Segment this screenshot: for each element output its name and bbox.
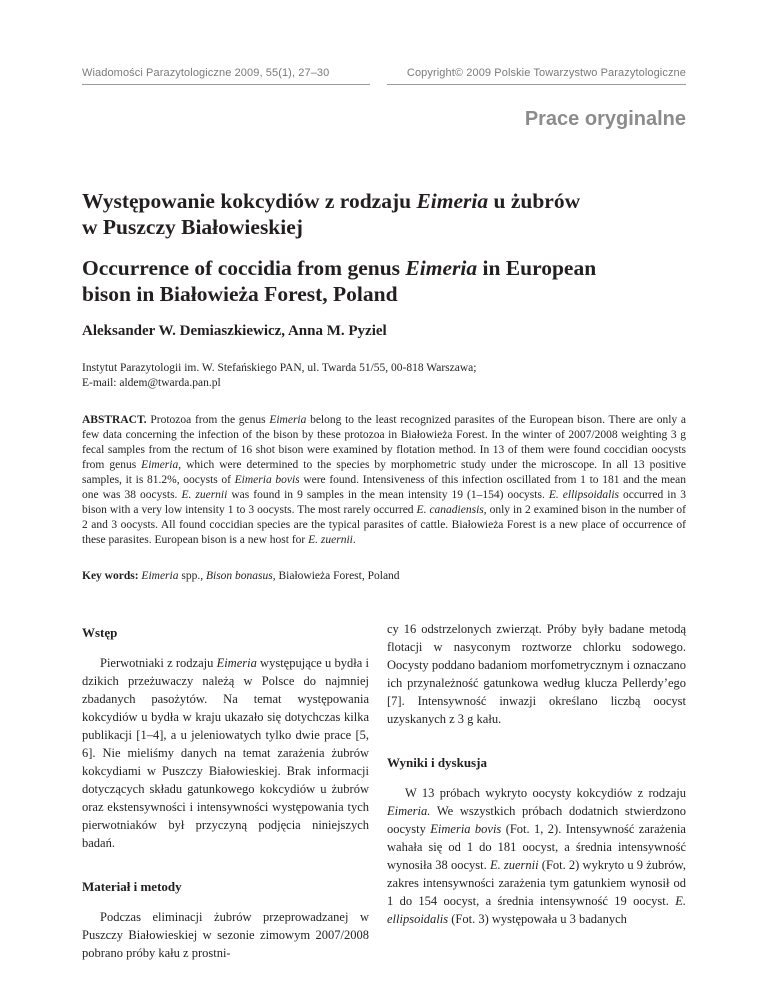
heading-results: Wyniki i dyskusja	[387, 755, 487, 770]
header-rule-left	[82, 84, 370, 85]
heading-methods: Materiał i metody	[82, 879, 182, 894]
methods-continued: cy 16 odstrzelonych zwierząt. Próby były badane metodą flotacji w nasyconym roztworze chlorku sodowego. Oocysty poddano badaniom morfometrycznym i oznaczano ich przynależność gatunkowa według klucza Pellerdy’ego [7]. Intensywność inwazji określano liczbą oocyst uzyskanych z 3 g kału.	[387, 622, 686, 726]
heading-introduction: Wstęp	[82, 625, 118, 640]
section-label: Prace oryginalne	[524, 108, 686, 130]
affiliation: Instytut Parazytologii im. W. Stefańskiego PAN, ul. Twarda 51/55, 00-818 Warszawa; E-mail: aldem@twarda.pan.pl	[82, 362, 477, 389]
email: E-mail: aldem@twarda.pan.pl	[82, 377, 221, 389]
intro-paragraph: Pierwotniaki z rodzaju Eimeria występujące u bydła i dzikich przeżuwaczy należą w Polsce do najmniej zbadanych pasożytów. Na temat występowania kokcydiów u bydła w kraju ukazało się dotychczas kilka publikacji [1–4], a u jeleniowatych tylko dwie prace [5, 6]. Nie mieliśmy danych na temat zarażenia żubrów kokcydiami w Puszczy Białowieskiej. Brak informacji dotyczących składu gatunkowego kokcydiów u żubrów oraz ekstensywności i intensywności występowania tych pierwotniaków był przyczyną podjęcia niniejszych badań.	[82, 656, 369, 850]
authors: Aleksander W. Demiaszkiewicz, Anna M. Pyziel	[82, 323, 387, 339]
copyright-notice: Copyright© 2009 Polskie Towarzystwo Parazytologiczne	[406, 67, 686, 79]
title-polish: Występowanie kokcydiów z rodzaju Eimeria u żubrów w Puszczy Białowieskiej	[82, 189, 581, 239]
title-english: Occurrence of coccidia from genus Eimeria in European bison in Białowieża Forest, Poland	[82, 256, 597, 306]
abstract: ABSTRACT. Protozoa from the genus Eimeria belong to the least recognized parasites of the European bison. There are only a few data concerning the infection of the bison by these protozoa in Białowieża Forest. In the winter of 2007/2008 weighting 3 g fecal samples from the rectum of 16 shot bison were examined by flotation method. In 13 of them were found coccidian oocysts from genus Eimeria, which were determined to the species by morphometric study under the microscope. In all 13 positive samples, it is 81.2%, oocysts of Eimeria bovis were found. Intensiveness of this infection oscillated from 1 to 181 and the mean one was 38 oocysts. E. zuernii was found in 9 samples in the mean intensity 19 (1–154) oocysts. E. ellipsoidalis occurred in 3 bison with a very low intensity 1 to 3 oocysts. The most rarely occurred E. canadiensis, only in 2 examined bison in the number of 2 and 3 oocysts. All found coccidian species are the typical parasites of cattle. Białowieża Forest is a new place of occurrence of these parasites. European bison is a new host for E. zuernii.	[82, 414, 687, 546]
methods-paragraph: Podczas eliminacji żubrów przeprowadzanej w Puszczy Białowieskiej w sezonie zimowym 2007/2008 pobrano próby kału z prostni-	[82, 910, 369, 960]
results-paragraph: W 13 próbach wykryto oocysty kokcydiów z rodzaju Eimeria. We wszystkich próbach dodatnich stwierdzono oocysty Eimeria bovis (Fot. 1, 2). Intensywność zarażenia wahała się od 1 do 181 oocyst, a średnia intensywność wynosiła 38 oocyst. E. zuernii (Fot. 2) wykryto u 9 żubrów, zakres intensywności zarażenia tym gatunkiem wynosił od 1 do 154 oocyst, a średnia intensywność 19 oocyst. E. ellipsoidalis (Fot. 3) występowała u 3 badanych	[387, 786, 687, 926]
header-rule-right	[387, 84, 686, 85]
right-column	[387, 620, 686, 954]
journal-citation: Wiadomości Parazytologiczne 2009, 55(1), 27–30	[82, 67, 330, 79]
left-column	[82, 620, 369, 988]
keywords: Key words: Eimeria spp., Bison bonasus, Białowieża Forest, Poland	[82, 570, 400, 582]
